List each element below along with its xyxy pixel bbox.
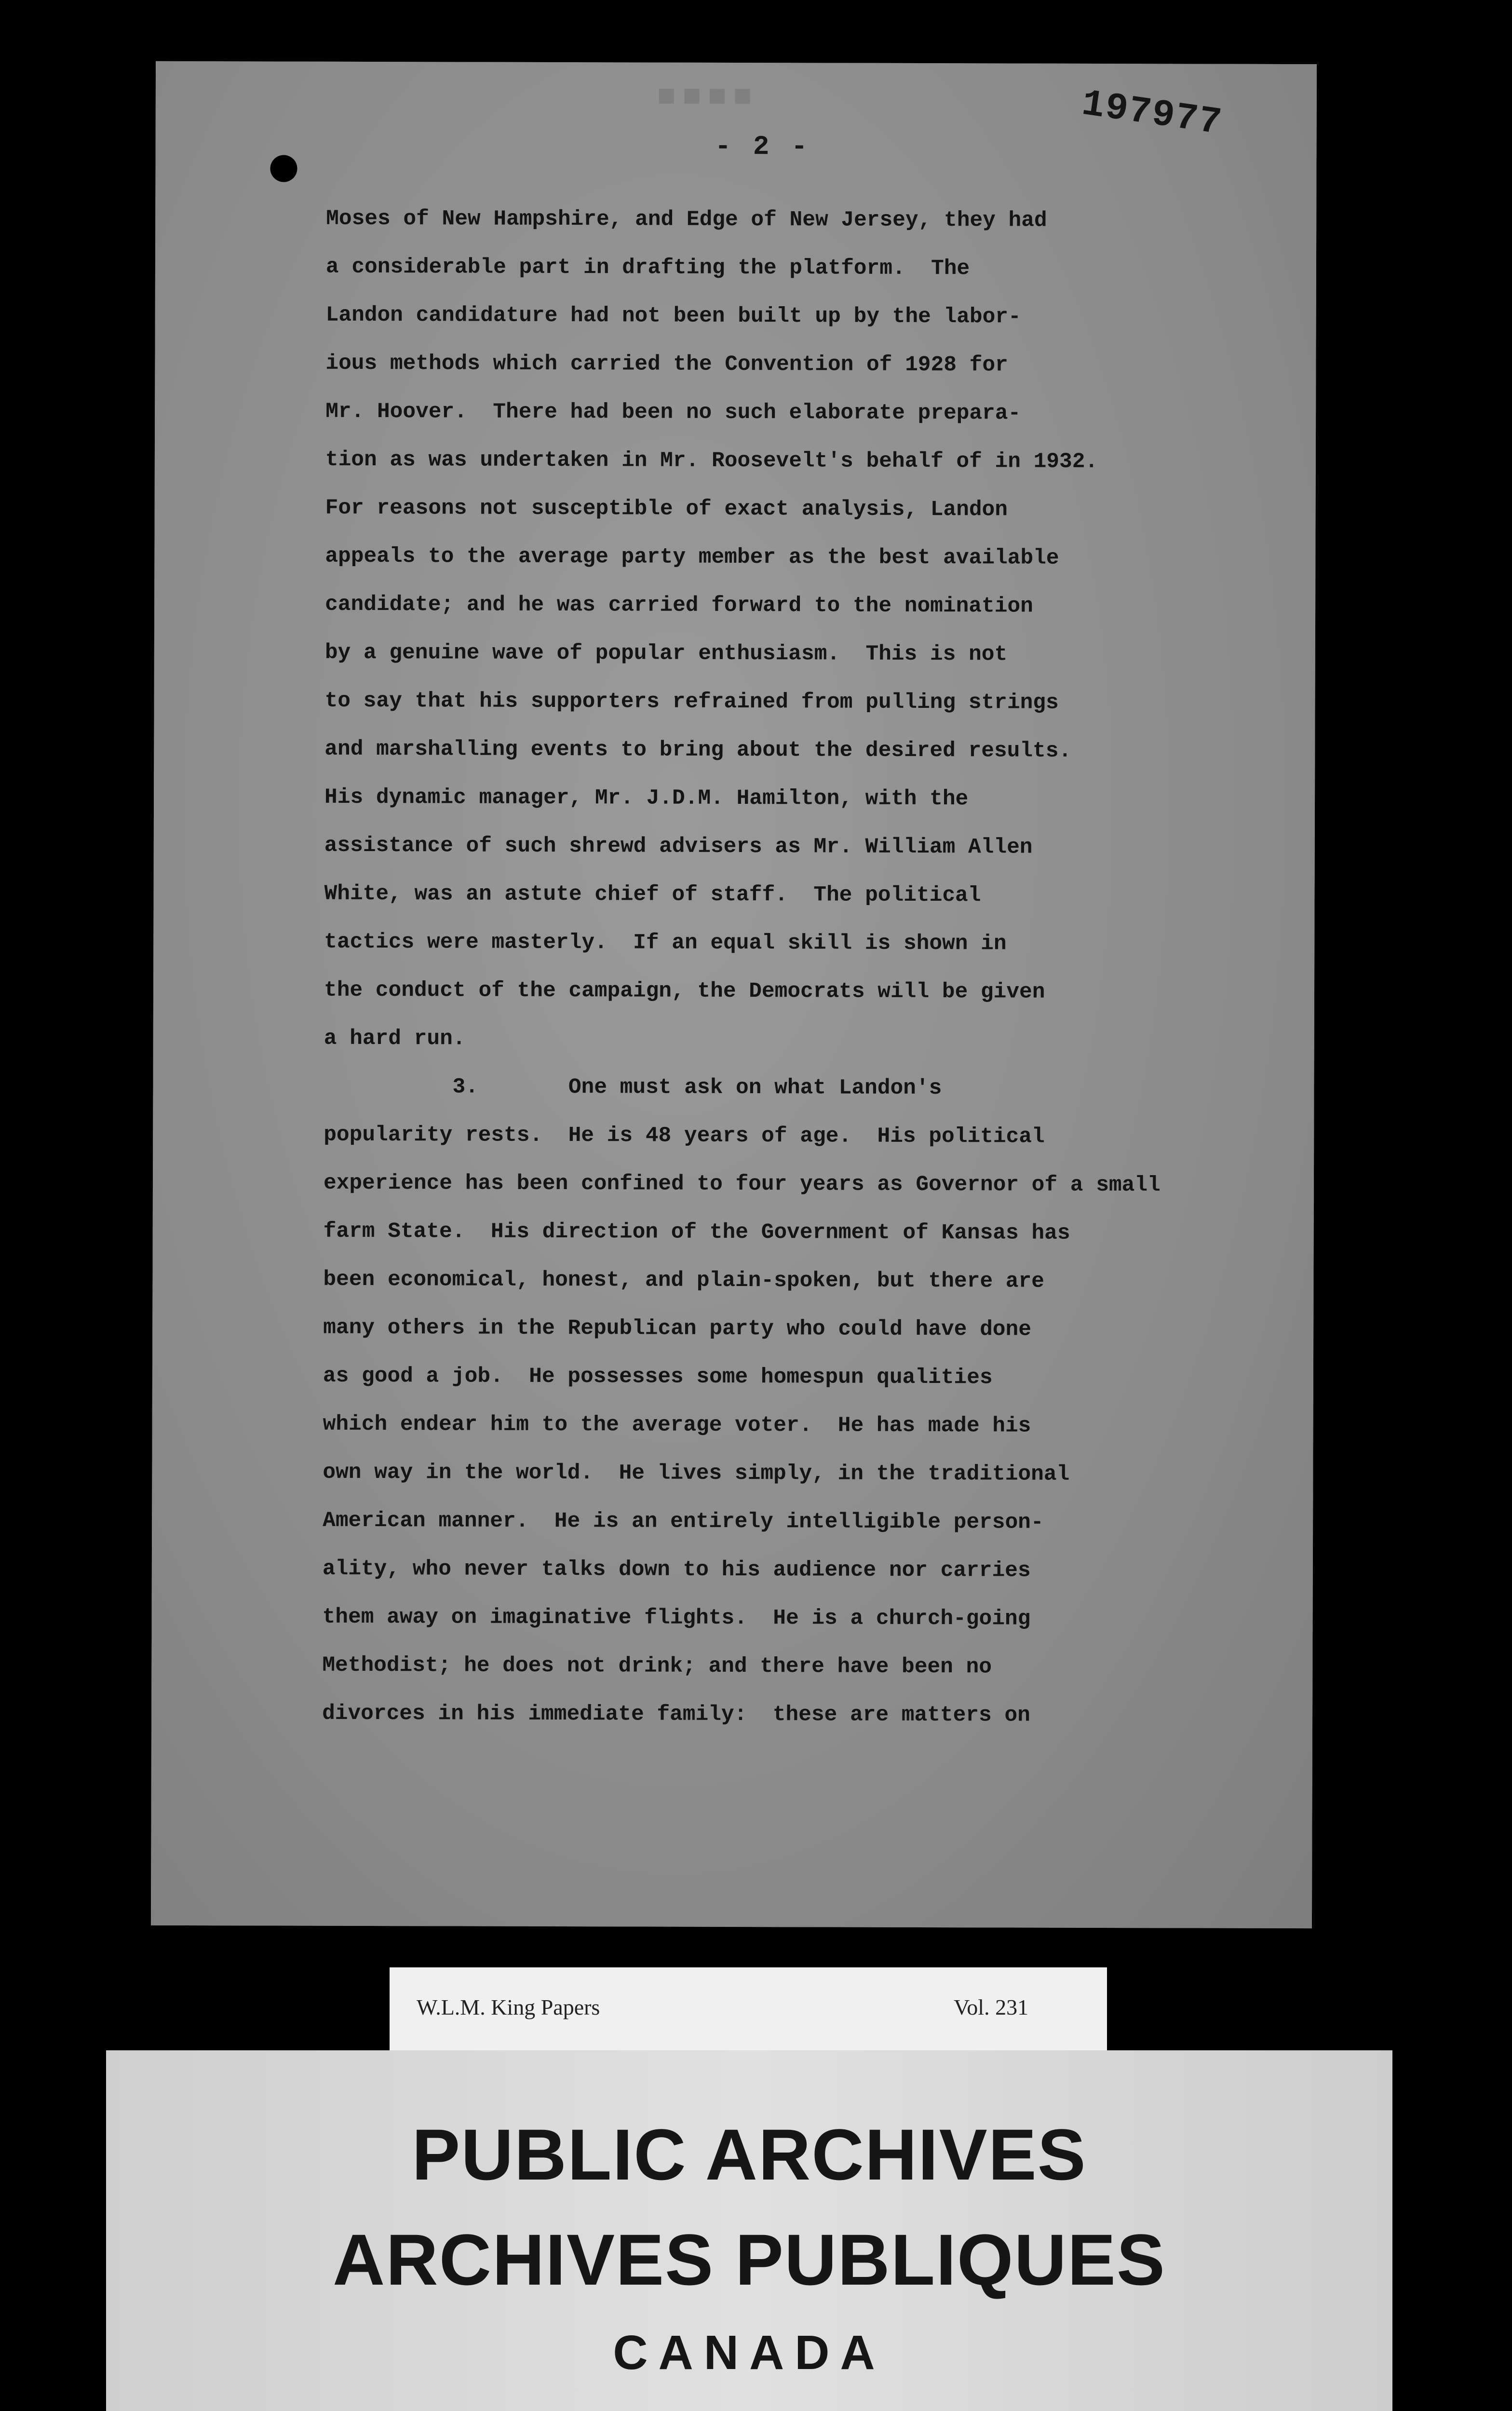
archives-title-french: ARCHIVES PUBLIQUES [333, 2219, 1166, 2300]
text-line: a considerable part in drafting the platform. The [325, 255, 970, 281]
text-line: White, was an astute chief of staff. The political [324, 881, 981, 908]
punch-hole [270, 155, 297, 182]
archives-title-english: PUBLIC ARCHIVES [412, 2114, 1087, 2195]
document-page [151, 61, 1317, 1928]
text-line: Mr. Hoover. There had been no such elaborate prepara- [325, 399, 1021, 426]
page-number: - 2 - [715, 131, 810, 163]
collection-name: W.L.M. King Papers [417, 1995, 600, 2019]
archives-card [106, 2050, 1392, 2411]
text-line: been economical, honest, and plain-spoken, but there are [323, 1267, 1044, 1294]
volume-number: Vol. 231 [954, 1995, 1029, 2019]
text-line: farm State. His direction of the Government of Kansas has [323, 1219, 1070, 1246]
text-line: assistance of such shrewd advisers as Mr. William Allen [324, 833, 1033, 860]
text-line: candidate; and he was carried forward to the nomination [325, 592, 1033, 619]
text-line: by a genuine wave of popular enthusiasm. This is not [324, 640, 1008, 667]
text-line: them away on imaginative flights. He is a church-going [322, 1605, 1031, 1631]
text-line: experience has been confined to four years as Governor of a small [323, 1171, 1161, 1198]
collection-label [390, 1967, 1107, 2053]
text-line: and marshalling events to bring about the desired results. [324, 737, 1072, 763]
text-line: to say that his supporters refrained from pulling strings [324, 689, 1059, 715]
text-line: tactics were masterly. If an equal skill is shown in [324, 930, 1007, 956]
text-line: ious methods which carried the Convention of 1928 for [325, 351, 1008, 378]
text-line: a hard run. [324, 1026, 466, 1051]
text-line: tion as was undertaken in Mr. Roosevelt's behalf of in 1932. [325, 447, 1098, 474]
bleed-through-text: ■■■■ [657, 77, 759, 113]
text-line: His dynamic manager, Mr. J.D.M. Hamilton, with the [324, 785, 969, 812]
text-line: the conduct of the campaign, the Democrats will be given [324, 978, 1045, 1004]
text-line: ality, who never talks down to his audience nor carries [322, 1557, 1031, 1583]
text-line: popularity rests. He is 48 years of age. His political [324, 1123, 1045, 1149]
text-line: divorces in his immediate family: these are matters on [322, 1701, 1030, 1728]
text-line: For reasons not susceptible of exact analysis, Landon [325, 496, 1008, 522]
text-line: Moses of New Hampshire, and Edge of New Jersey, they had [326, 206, 1047, 233]
text-line: Methodist; he does not drink; and there have been no [322, 1653, 992, 1680]
text-line: appeals to the average party member as the best available [325, 544, 1059, 570]
text-line: which endear him to the average voter. He has made his [323, 1412, 1031, 1438]
text-line: Landon candidature had not been built up by the labor- [325, 303, 1021, 329]
text-line: own way in the world. He lives simply, in the traditional [323, 1460, 1070, 1487]
text-line: American manner. He is an entirely intelligible person- [323, 1508, 1044, 1535]
archives-country: CANADA [613, 2326, 886, 2380]
stamp-number: 197977 [1079, 82, 1225, 145]
text-line: as good a job. He possesses some homespun qualities [323, 1364, 993, 1390]
text-line: 3. One must ask on what Landon's [324, 1074, 942, 1101]
document-body [322, 195, 1290, 1740]
text-line: many others in the Republican party who could have done [323, 1315, 1031, 1342]
